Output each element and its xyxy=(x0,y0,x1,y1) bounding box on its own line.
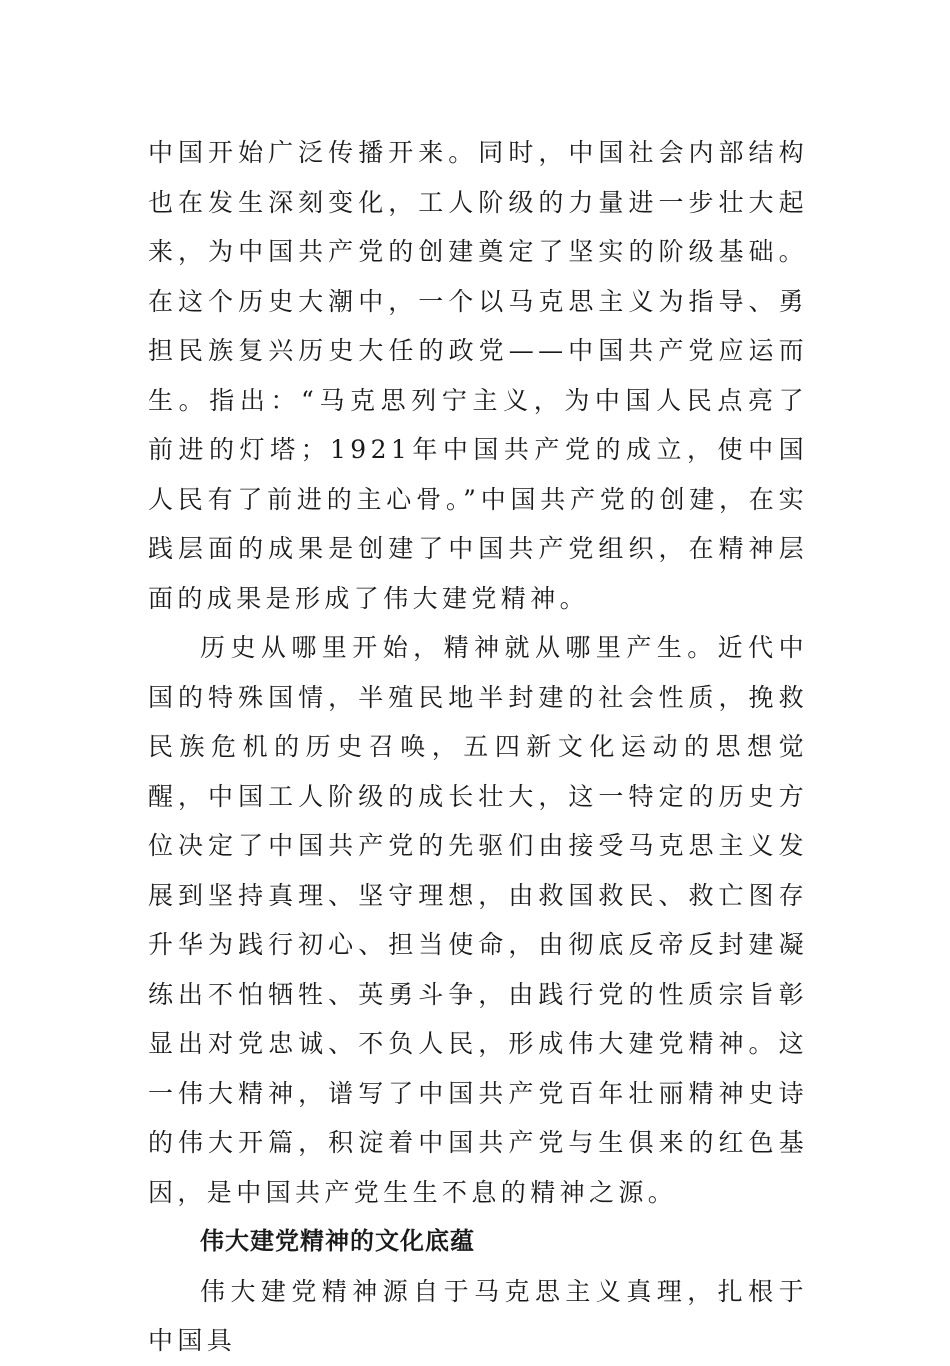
paragraph-3: 伟大建党精神源自于马克思主义真理，扎根于中国具 xyxy=(148,1276,808,1355)
document-body xyxy=(148,128,808,1366)
paragraph-1: 中国开始广泛传播开来。同时，中国社会内部结构也在发生深刻变化，工人阶级的力量进一步壮大起来，为中国共产党的创建奠定了坚实的阶级基础。在这个历史大潮中，一个以马克思主义为指导、勇担民族复兴历史大任的政党——中国共产党应运而生。指出：“马克思列宁主义，为中国人民点亮了前进的灯塔；1921年中国共产党的成立，使中国人民有了前进的主心骨。”中国共产党的创建，在实践层面的成果是创建了中国共产党组织，在精神层面的成果是形成了伟大建党精神。 xyxy=(148,138,808,613)
paragraph-2: 历史从哪里开始，精神就从哪里产生。近代中国的特殊国情，半殖民地半封建的社会性质，挽救民族危机的历史召唤，五四新文化运动的思想觉醒，中国工人阶级的成长壮大，这一特定的历史方位决定了中国共产党的先驱们由接受马克思主义发展到坚持真理、坚守理想，由救国救民、救亡图存升华为践行初心、担当使命，由彻底反帝反封建凝练出不怕牺牲、英勇斗争，由践行党的性质宗旨彰显出对党忠诚、不负人民，形成伟大建党精神。这一伟大精神，谱写了中国共产党百年壮丽精神史诗的伟大开篇，积淀着中国共产党与生俱来的红色基因，是中国共产党生生不息的精神之源。 xyxy=(148,633,808,1207)
section-heading: 伟大建党精神的文化底蕴 xyxy=(200,1227,475,1255)
